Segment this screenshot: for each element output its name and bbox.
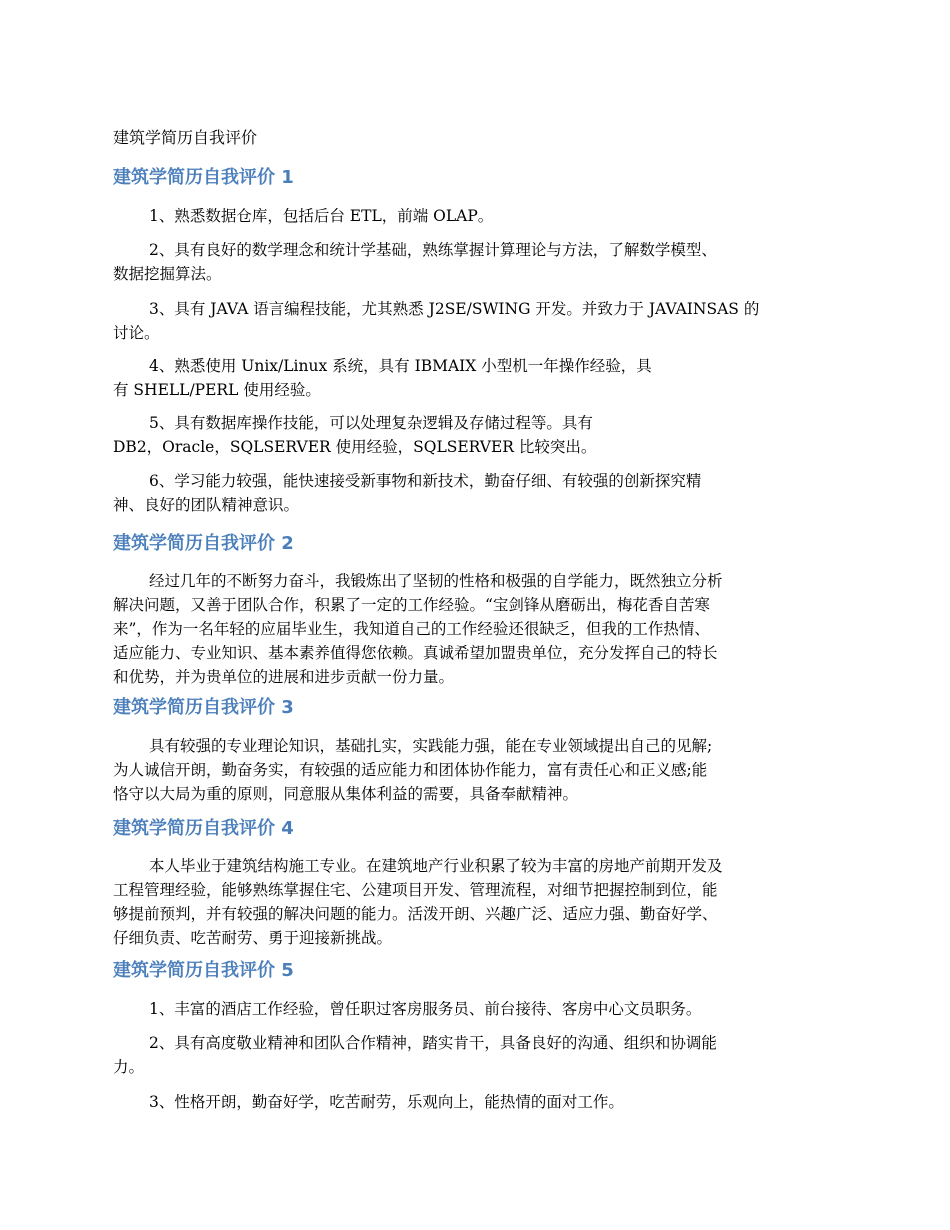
- section-1-paragraph-6: 6、学习能力较强，能快速接受新事物和新技术，勤奋仔细、有较强的创新探究精 神、良好的团队精神意识。: [113, 472, 702, 514]
- section-heading-4: 建筑学简历自我评价 4: [113, 818, 294, 839]
- section-1-paragraph-1: 1、熟悉数据仓库，包括后台 ETL，前端 OLAP。: [149, 207, 494, 225]
- section-2-paragraph-1: 经过几年的不断努力奋斗，我锻炼出了坚韧的性格和极强的自学能力，既然独立分析 解决问题，又善于团队合作，积累了一定的工作经验。“宝剑锋从磨砺出，梅花香自苦寒 来”，作为一名年轻的应届毕业生，我知道自己的工作经验还很缺乏，但我的工作热情、 适应能力、专业知识、基本素养值得您依赖。真诚希望加盟贵单位，充分发挥自己的特长 和优势，并为贵单位的进展和进步贡献一份力量。: [113, 572, 723, 686]
- document-title: 建筑学简历自我评价: [113, 128, 258, 147]
- section-heading-3: 建筑学简历自我评价 3: [113, 697, 294, 718]
- section-1-paragraph-4: 4、熟悉使用 Unix/Linux 系统，具有 IBMAIX 小型机一年操作经验，具 有 SHELL/PERL 使用经验。: [113, 357, 652, 399]
- section-heading-5: 建筑学简历自我评价 5: [113, 960, 294, 981]
- section-5-paragraph-1: 1、丰富的酒店工作经验，曾任职过客房服务员、前台接待、客房中心文员职务。: [149, 1000, 702, 1018]
- section-heading-1: 建筑学简历自我评价 1: [113, 167, 294, 188]
- section-4-paragraph-1: 本人毕业于建筑结构施工专业。在建筑地产行业积累了较为丰富的房地产前期开发及 工程管理经验，能够熟练掌握住宅、公建项目开发、管理流程，对细节把握控制到位，能 够提前预判，并有较强的解决问题的能力。活泼开朗、兴趣广泛、适应力强、勤奋好学、 仔细负责、吃苦耐劳、勇于迎接新挑战。: [113, 857, 723, 947]
- section-3-paragraph-1: 具有较强的专业理论知识，基础扎实，实践能力强，能在专业领域提出自己的见解; 为人诚信开朗，勤奋务实，有较强的适应能力和团体协作能力，富有责任心和正义感;能 恪守以大局为重的原则，同意服从集体利益的需要，具备奉献精神。: [113, 737, 713, 803]
- section-1-paragraph-5: 5、具有数据库操作技能，可以处理复杂逻辑及存储过程等。具有 DB2，Oracle，SQLSERVER 使用经验，SQLSERVER 比较突出。: [113, 414, 597, 456]
- section-5-paragraph-3: 3、性格开朗，勤奋好学，吃苦耐劳，乐观向上，能热情的面对工作。: [149, 1093, 624, 1111]
- section-1-paragraph-3: 3、具有 JAVA 语言编程技能，尤其熟悉 J2SE/SWING 开发。并致力于 JAVAINSAS 的 讨论。: [113, 300, 760, 342]
- section-5-paragraph-2: 2、具有高度敬业精神和团队合作精神，踏实肯干，具备良好的沟通、组织和协调能 力。: [113, 1034, 717, 1076]
- section-heading-2: 建筑学简历自我评价 2: [113, 533, 294, 554]
- section-1-paragraph-2: 2、具有良好的数学理念和统计学基础，熟练掌握计算理论与方法，了解数学模型、 数据挖掘算法。: [113, 241, 717, 283]
